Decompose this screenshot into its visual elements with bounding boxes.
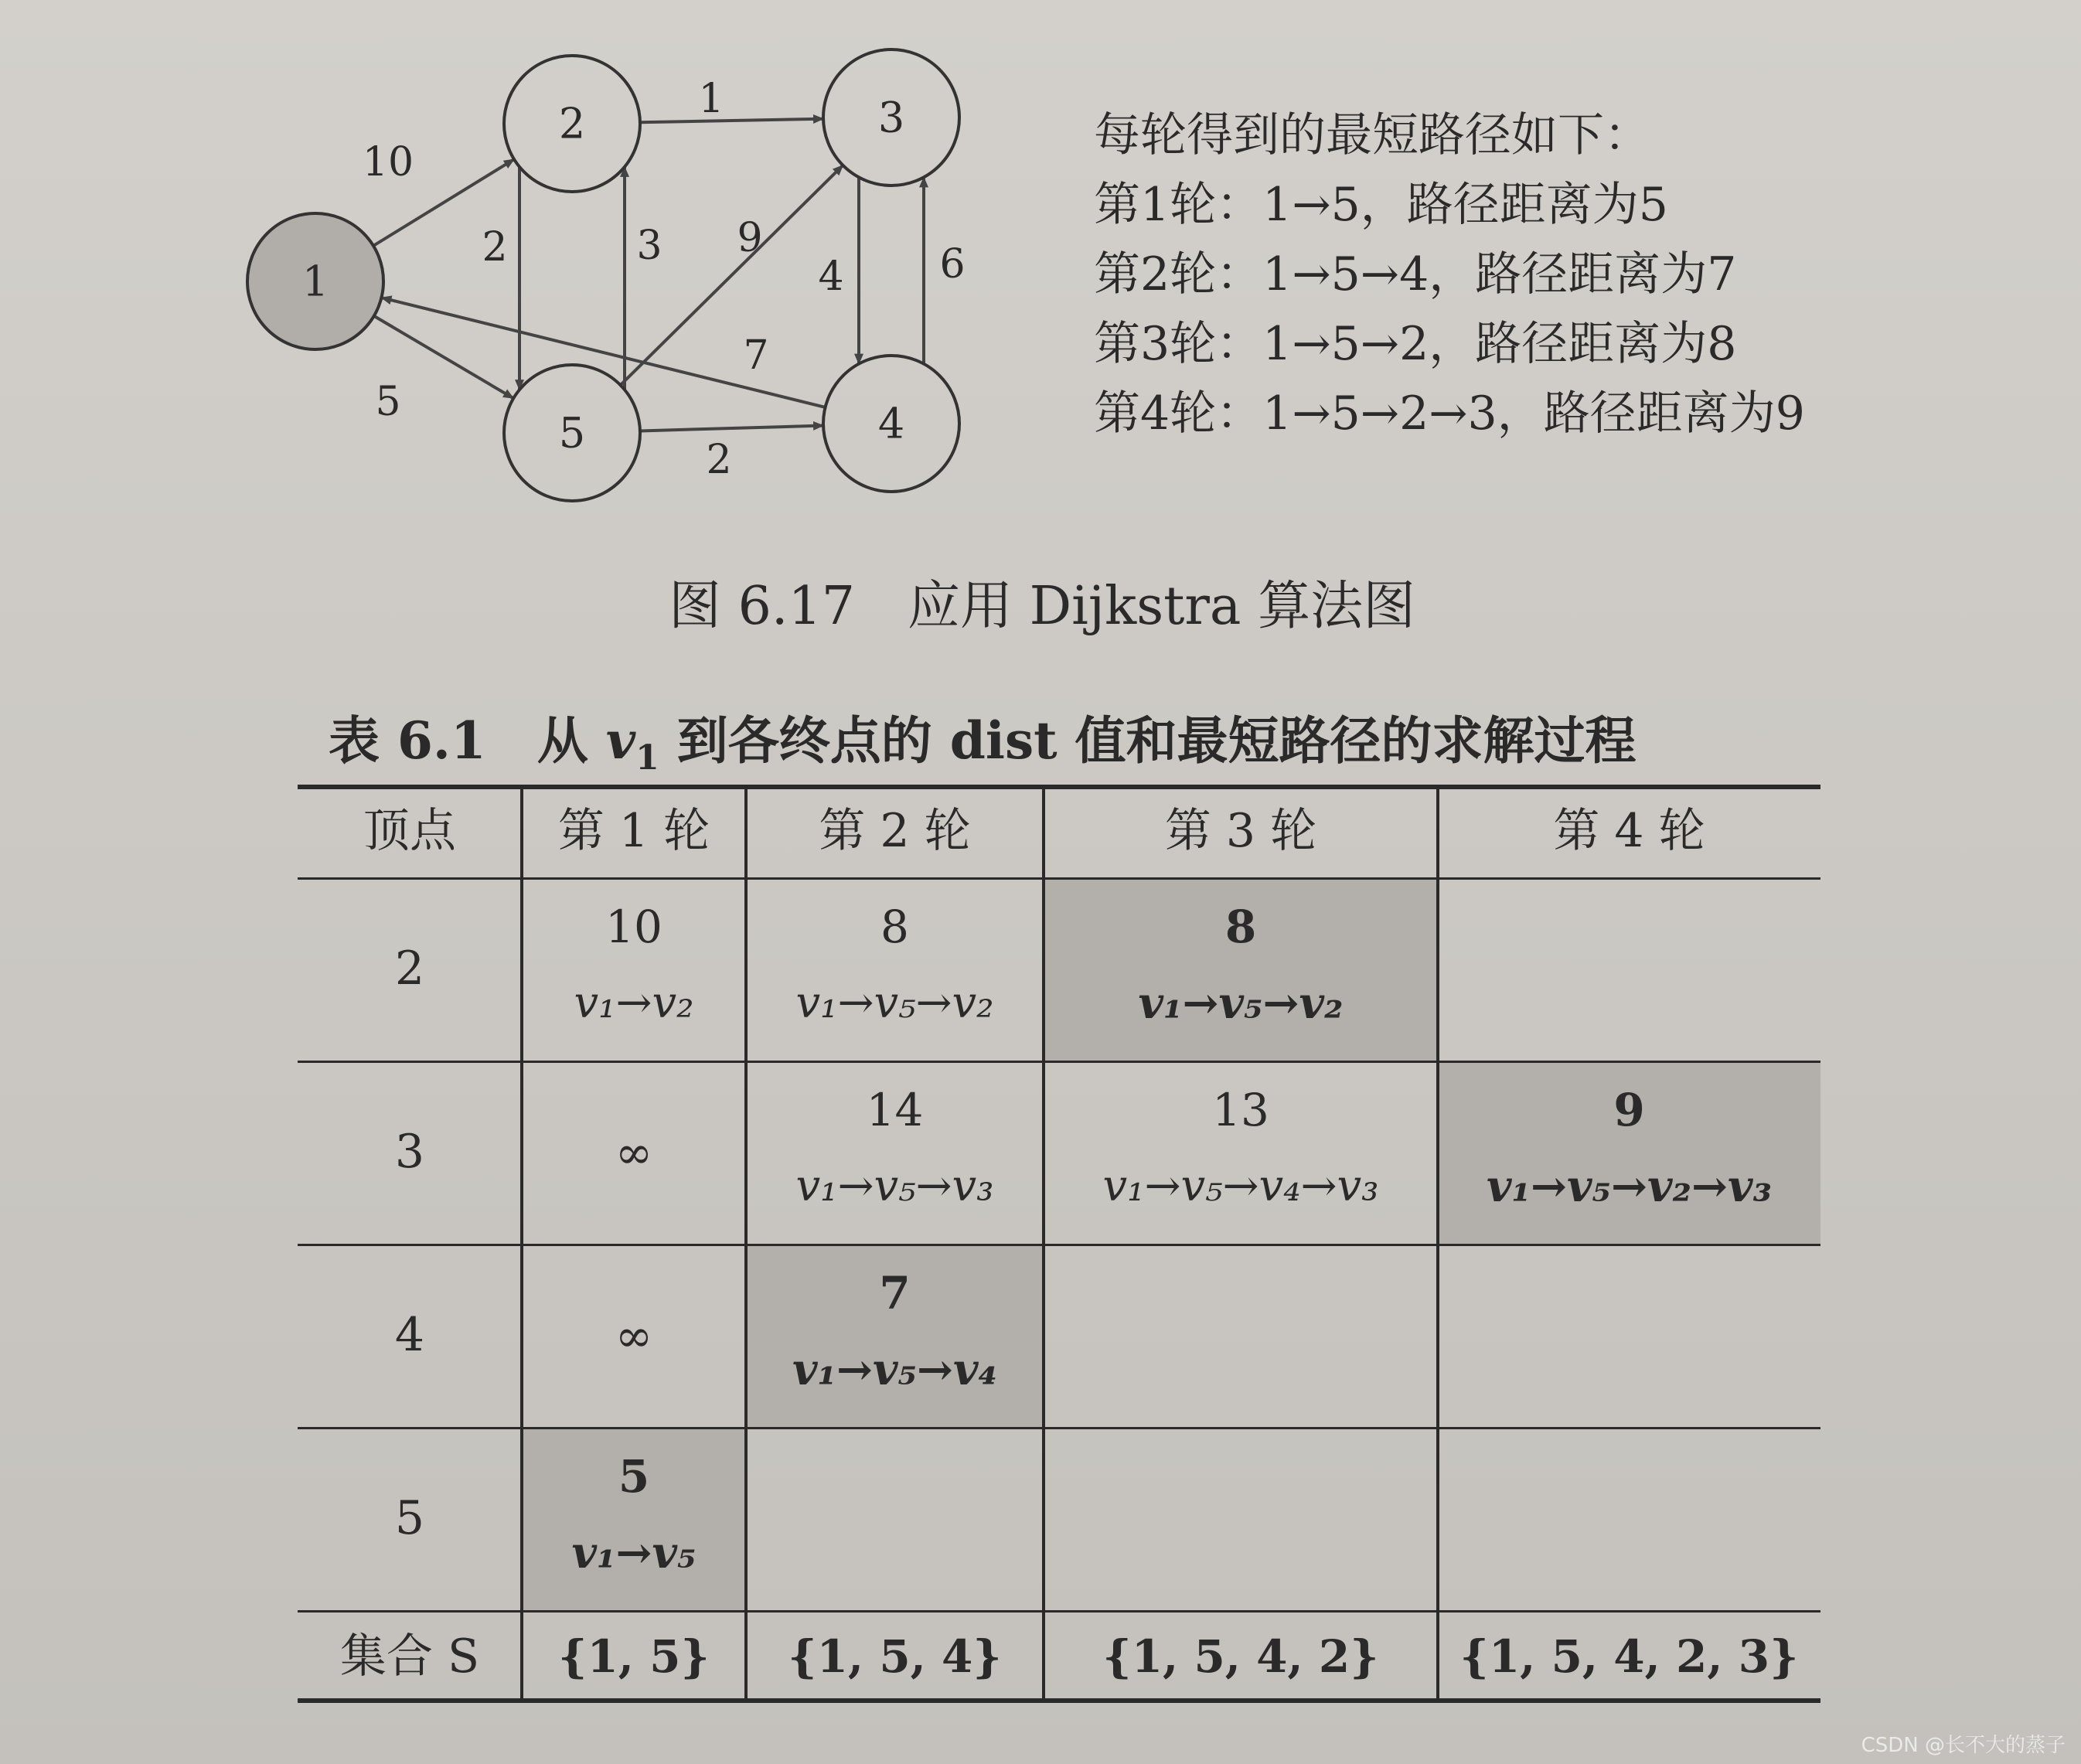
table-cell bbox=[746, 1061, 1044, 1244]
table-column-rule bbox=[520, 785, 523, 1703]
cell-dist-value: 13 bbox=[1212, 1084, 1269, 1136]
edge-line-5-4 bbox=[640, 426, 823, 431]
table-caption-var: v bbox=[605, 710, 636, 771]
table-cell bbox=[1438, 1427, 1820, 1610]
cell-dist-value: 5 bbox=[618, 1450, 650, 1503]
figure-caption: 图 6.17 应用 Dijkstra 算法图 bbox=[669, 576, 1416, 637]
set-value: {1, 5, 4, 2} bbox=[1102, 1630, 1379, 1683]
edge-weight-5-3: 9 bbox=[737, 215, 763, 261]
node-label-5: 5 bbox=[558, 408, 586, 458]
selected-cell bbox=[746, 1244, 1044, 1427]
rounds-heading: 每轮得到的最短路径如下： bbox=[1094, 108, 1650, 162]
edge-weight-5-2: 3 bbox=[636, 223, 662, 269]
cell-shortest-path: v₁→v₅→v₂→v₃ bbox=[1486, 1161, 1773, 1212]
table-header-cell: 第 1 轮 bbox=[557, 804, 710, 858]
table-row-rule bbox=[298, 1244, 1820, 1246]
edge-weight-1-5: 5 bbox=[375, 379, 401, 425]
rounds-summary bbox=[1094, 100, 1805, 448]
table-column-rule bbox=[744, 785, 748, 1703]
table-row-rule bbox=[298, 1061, 1820, 1063]
table-cell bbox=[746, 877, 1044, 1061]
node-label-4: 4 bbox=[877, 399, 905, 448]
edge-weight-2-3: 1 bbox=[698, 76, 724, 122]
cell-dist-value: ∞ bbox=[615, 1309, 653, 1362]
graph-node-3 bbox=[823, 49, 959, 186]
cell-shortest-path: v₁→v₅→v₄ bbox=[792, 1344, 998, 1395]
selected-cell bbox=[1044, 877, 1438, 1061]
edge-weight-2-5: 2 bbox=[482, 224, 508, 271]
cell-shortest-path: v₁→v₂ bbox=[574, 978, 694, 1028]
cell-shortest-path: v₁→v₅→v₃ bbox=[795, 1161, 994, 1211]
edge-weight-1-2: 10 bbox=[362, 139, 414, 186]
table-cell bbox=[1044, 1244, 1438, 1427]
edge-line-5-3 bbox=[621, 165, 843, 385]
table-header-rule bbox=[298, 877, 1820, 880]
node-label-2: 2 bbox=[558, 99, 586, 148]
cell-dist-value: 7 bbox=[879, 1267, 911, 1320]
cell-shortest-path: v₁→v₅ bbox=[571, 1527, 697, 1578]
table-caption-prefix: 表 6.1 从 bbox=[329, 710, 606, 771]
edge-5-3 bbox=[621, 165, 843, 385]
edge-weight-4-3: 6 bbox=[939, 241, 966, 288]
table-caption bbox=[329, 700, 1637, 778]
table-cell bbox=[522, 1244, 746, 1427]
round-line-2: 第2轮：1→5→4，路径距离为7 bbox=[1094, 247, 1737, 301]
table-header-cell: 顶点 bbox=[363, 804, 456, 858]
table-header-cell: 第 2 轮 bbox=[819, 804, 971, 858]
table-top-rule bbox=[298, 785, 1820, 789]
vertex-label: 4 bbox=[394, 1308, 425, 1362]
table-set-rule bbox=[298, 1610, 1820, 1612]
table-row-rule bbox=[298, 1427, 1820, 1429]
graph-node-4 bbox=[823, 356, 959, 492]
dijkstra-graph bbox=[216, 31, 989, 526]
cell-shortest-path: v₁→v₅→v₂ bbox=[1138, 978, 1344, 1029]
cell-shortest-path: v₁→v₅→v₄→v₃ bbox=[1102, 1161, 1379, 1211]
cell-dist-value: 9 bbox=[1613, 1084, 1645, 1136]
table-header-cell: 第 3 轮 bbox=[1164, 804, 1317, 858]
table-cell bbox=[746, 1427, 1044, 1610]
graph-node-1 bbox=[247, 213, 383, 349]
edge-weight-3-4: 4 bbox=[818, 254, 844, 300]
cell-dist-value: ∞ bbox=[615, 1126, 653, 1179]
graph-node-2 bbox=[504, 56, 640, 192]
vertex-label: 3 bbox=[394, 1125, 425, 1179]
round-line-3: 第3轮：1→5→2，路径距离为8 bbox=[1094, 317, 1737, 371]
dist-table bbox=[298, 785, 1820, 1703]
table-cell bbox=[1438, 877, 1820, 1061]
selected-cell bbox=[1438, 1061, 1820, 1244]
table-column-rule bbox=[1042, 785, 1045, 1703]
table-header-cell: 第 4 轮 bbox=[1553, 804, 1705, 858]
set-value: {1, 5, 4, 2, 3} bbox=[1459, 1630, 1799, 1683]
node-label-1: 1 bbox=[301, 257, 329, 306]
cell-dist-value: 14 bbox=[866, 1084, 924, 1136]
set-value: {1, 5, 4} bbox=[788, 1630, 1002, 1683]
graph-node-5 bbox=[504, 365, 640, 501]
table-cell bbox=[522, 877, 746, 1061]
table-cell bbox=[522, 1061, 746, 1244]
edge-2-3 bbox=[640, 119, 823, 123]
set-value: {1, 5} bbox=[558, 1630, 710, 1683]
edge-line-2-3 bbox=[640, 119, 823, 123]
vertex-label: 5 bbox=[394, 1491, 425, 1545]
table-cell bbox=[1044, 1061, 1438, 1244]
table-bottom-rule bbox=[298, 1698, 1820, 1703]
table-column-rule bbox=[1436, 785, 1439, 1703]
table-caption-sub: 1 bbox=[635, 738, 659, 778]
edge-weight-4-1: 7 bbox=[743, 332, 769, 379]
table-caption-suffix: 到各终点的 dist 值和最短路径的求解过程 bbox=[659, 710, 1637, 771]
cell-shortest-path: v₁→v₅→v₂ bbox=[795, 978, 994, 1028]
table-cell bbox=[1044, 1427, 1438, 1610]
selected-cell bbox=[522, 1427, 746, 1610]
node-label-3: 3 bbox=[877, 93, 905, 142]
cell-dist-value: 8 bbox=[880, 901, 909, 953]
round-line-1: 第1轮：1→5，路径距离为5 bbox=[1094, 178, 1668, 232]
edge-weight-5-4: 2 bbox=[706, 437, 732, 483]
table-cell bbox=[1438, 1244, 1820, 1427]
vertex-label: 2 bbox=[394, 942, 425, 996]
round-line-4: 第4轮：1→5→2→3，路径距离为9 bbox=[1094, 387, 1805, 441]
set-label: 集合 S bbox=[339, 1629, 480, 1684]
cell-dist-value: 8 bbox=[1224, 901, 1257, 953]
edge-5-4 bbox=[640, 426, 823, 431]
watermark: CSDN @长不大的蒸子 bbox=[1861, 1734, 2066, 1757]
cell-dist-value: 10 bbox=[605, 901, 662, 953]
